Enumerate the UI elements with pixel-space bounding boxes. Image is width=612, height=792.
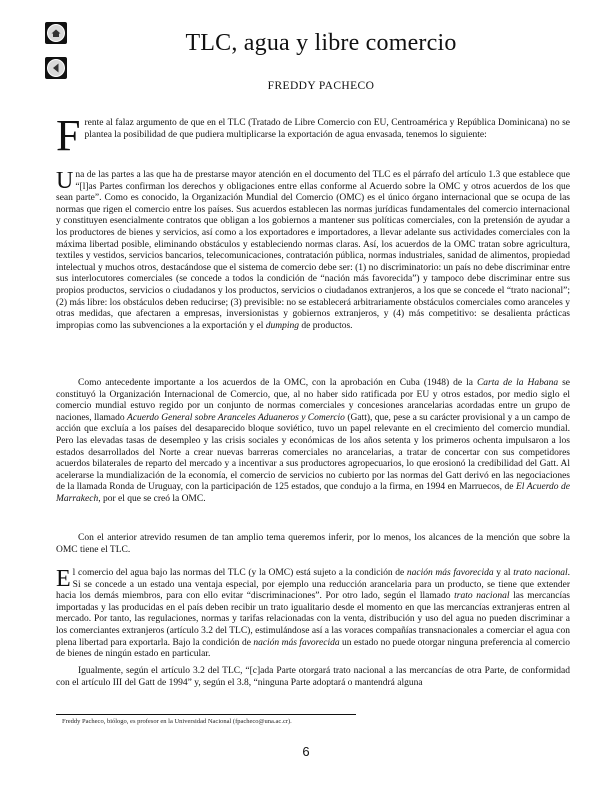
p4-text-e: un estado no puede otorgar ninguna preferencia al comercio de bienes de ningún estado en particular. [56, 637, 571, 660]
p4-em-a: nación más favorecida [406, 568, 494, 578]
p1-em-a: dumping [265, 320, 299, 331]
p4-text-b: y al [493, 568, 514, 578]
paragraph-2 [56, 378, 570, 506]
p2-text-b: se constituyó la Organización Internacional de Comercio, que, al no haber sido ratificada por EU y otros estados, por medio siglo el comercio mundial estuvo regido por un conjunto de normas comerciales y concesiones arancelarias acordadas entre un grupo de naciones, llamado [56, 378, 571, 423]
p4-em-b: trato nacional [513, 568, 568, 578]
paragraph-1 [56, 170, 570, 332]
intro-text: rente al falaz argumento de que en el TLC (Tratado de Libre Comercio con EU, Centroamérica y República Dominicana) no se plantea la posibilidad de que pudiera multiplicarse la exportación de agua envasada, tenemos lo siguiente: [84, 118, 570, 140]
back-arrow-icon [45, 57, 67, 79]
p3-text: Con el anterior atrevido resumen de tan amplio tema queremos inferir, por lo menos, los alcances de la mención que sobre la OMC tiene el TLC. [56, 533, 570, 555]
p2-em-a: Carta de la Habana [476, 378, 559, 388]
p5-text: Igualmente, según el artículo 3.2 del TLC, “[c]ada Parte otorgará trato nacional a las mercancías de otra Parte, de conformidad con el artículo III del Gatt de 1994” y, según el 3.8, “ninguna Parte adoptará o mantendrá alguna [56, 666, 570, 688]
p4-dropcap: E [56, 566, 71, 592]
page-title: TLC, agua y libre comercio [185, 30, 457, 56]
paragraph-3 [56, 533, 570, 556]
footnote-divider [56, 714, 356, 715]
paragraph-5 [56, 666, 570, 689]
p2-em-b: Acuerdo General sobre Aranceles Aduaneros y Comercio [127, 412, 345, 423]
p1-text-a: na de las partes a las que ha de prestarse mayor atención en el documento del TLC es el párrafo del artículo 1.3 que establece que “[l]as Partes confirman los derechos y obligaciones entre ellas conforme al Acuerdo sobre la OMC y otros acuerdos de los que sean parte”. Como es conocido, la Organización Mundial del Comercio (OMC) es el único órgano internacional que se ocupa de las normas que rigen el comercio entre los países. Sus acuerdos establecen las normas jurídicas fundamentales del comercio internacional y constituyen esencialmente contratos que obligan a los gobiernos a mantener sus políticas comerciales, con la pretensión de ayudar a los productores de bienes y servicios, así como a los exportadores e importadores, a llevar adelante sus actividades comerciales con la máxima libertad posible, eliminando obstáculos y estableciendo normas claras. Así, los acuerdos de la OMC tratan sobre agricultura, textiles y vestidos, servicios bancarios, telecomunicaciones, contratación pública, normas industriales, sanidad de alimentos, propiedad intelectual y muchos otros, destacándose que el sistema de comercio debe ser: (1) no discriminatorio: un país no debe discriminar entre sus interlocutores comerciales (se concede a todos la condición de “nación más favorecida”) y tampoco debe discriminar entre sus propios productos, servicios o ciudadanos y los productos, servicios o ciudadanos extranjeros, a los que se concede el “trato nacional”; (2) más libre: los obstáculos deben reducirse; (3) previsible: no se establecerá arbitrariamente obstáculos comerciales como aranceles y otras medidas, que afectaren a empresas, inversionistas y gobiernos extranjeros, y (4) más competitivo: se desalienta prácticas impropias como las subvenciones a la exportación y el [56, 170, 570, 331]
p2-text-a: Como antecedente importante a los acuerdos de la OMC, con la aprobación en Cuba (1948) de la [78, 378, 477, 388]
p4-text-a: l comercio del agua bajo las normas del TLC (y la OMC) está sujeto a la condición de [72, 568, 407, 578]
intro-dropcap: F [56, 111, 81, 160]
paragraph-4 [56, 568, 570, 661]
intro-paragraph [56, 111, 570, 160]
p4-em-c: trato nacional [454, 591, 510, 602]
p1-dropcap: U [56, 168, 74, 194]
back-button[interactable] [45, 57, 67, 79]
p2-text-d: , por el que se creó la OMC. [98, 493, 206, 504]
p4-em-d: nación más favorecida [253, 637, 340, 648]
home-icon [45, 22, 67, 44]
p2-text-c: (Gatt), que, pese a su carácter provisional y a un campo de acción que excluía a los países del desaparecido bloque soviético, tuvo un papel relevante en el crecimiento del comercio mundial. Pero las elevadas tasas de desempleo y las crisis sociales y económicas de los años setenta y los primeros ochenta impulsaron a los estados desarrollados del Norte a crear nuevas barreras comerciales no arancelarias, a tratar de concertar con sus competidores acuerdos bilaterales de reparto del mercado y a incentivar a sus productores agropecuarios, lo que erosionó la credibilidad del Gatt. Al acelerarse la mundialización de la economía, el comercio de servicios no cubierto por las normas del Gatt derivó en las negociaciones de la llamada Ronda de Uruguay, con la participación de 125 estados, que condujo a la firma, en 1994 en Marruecos, de [56, 412, 570, 493]
page-number: 6 [302, 744, 310, 759]
p4-text-c: . Si se concede a un estado una ventaja especial, por ejemplo una reducción arancelaria para un producto, se tiene que extender hacia los demás miembros, para con ello evitar “discriminaciones”. Por otro lado, según el llamado [56, 568, 570, 602]
p4-text-d: las mercancías importadas y las producidas en el país deben recibir un trato igualitario desde el momento en que las mercancías extranjeras entren al mercado. Por tanto, las regulaciones, normas y tarifas relacionadas con la venta, distribución y uso del agua no pueden discriminar a los comerciantes extranjeros (artículo 3.2 del TLC), estimulándose así a las voraces compañías transnacionales a comerciar el agua con plena libertad para exportarla. Bajo la condición de [56, 591, 570, 648]
p2-em-c: El Acuerdo de Marrakech [56, 482, 570, 504]
home-button[interactable] [45, 22, 67, 44]
author-name: FREDDY PACHECO [267, 80, 375, 92]
p1-text-b: de productos. [298, 320, 353, 331]
footnote: Freddy Pacheco, biólogo, es profesor en la Universidad Nacional (fpacheco@una.ac.cr). [62, 718, 292, 725]
